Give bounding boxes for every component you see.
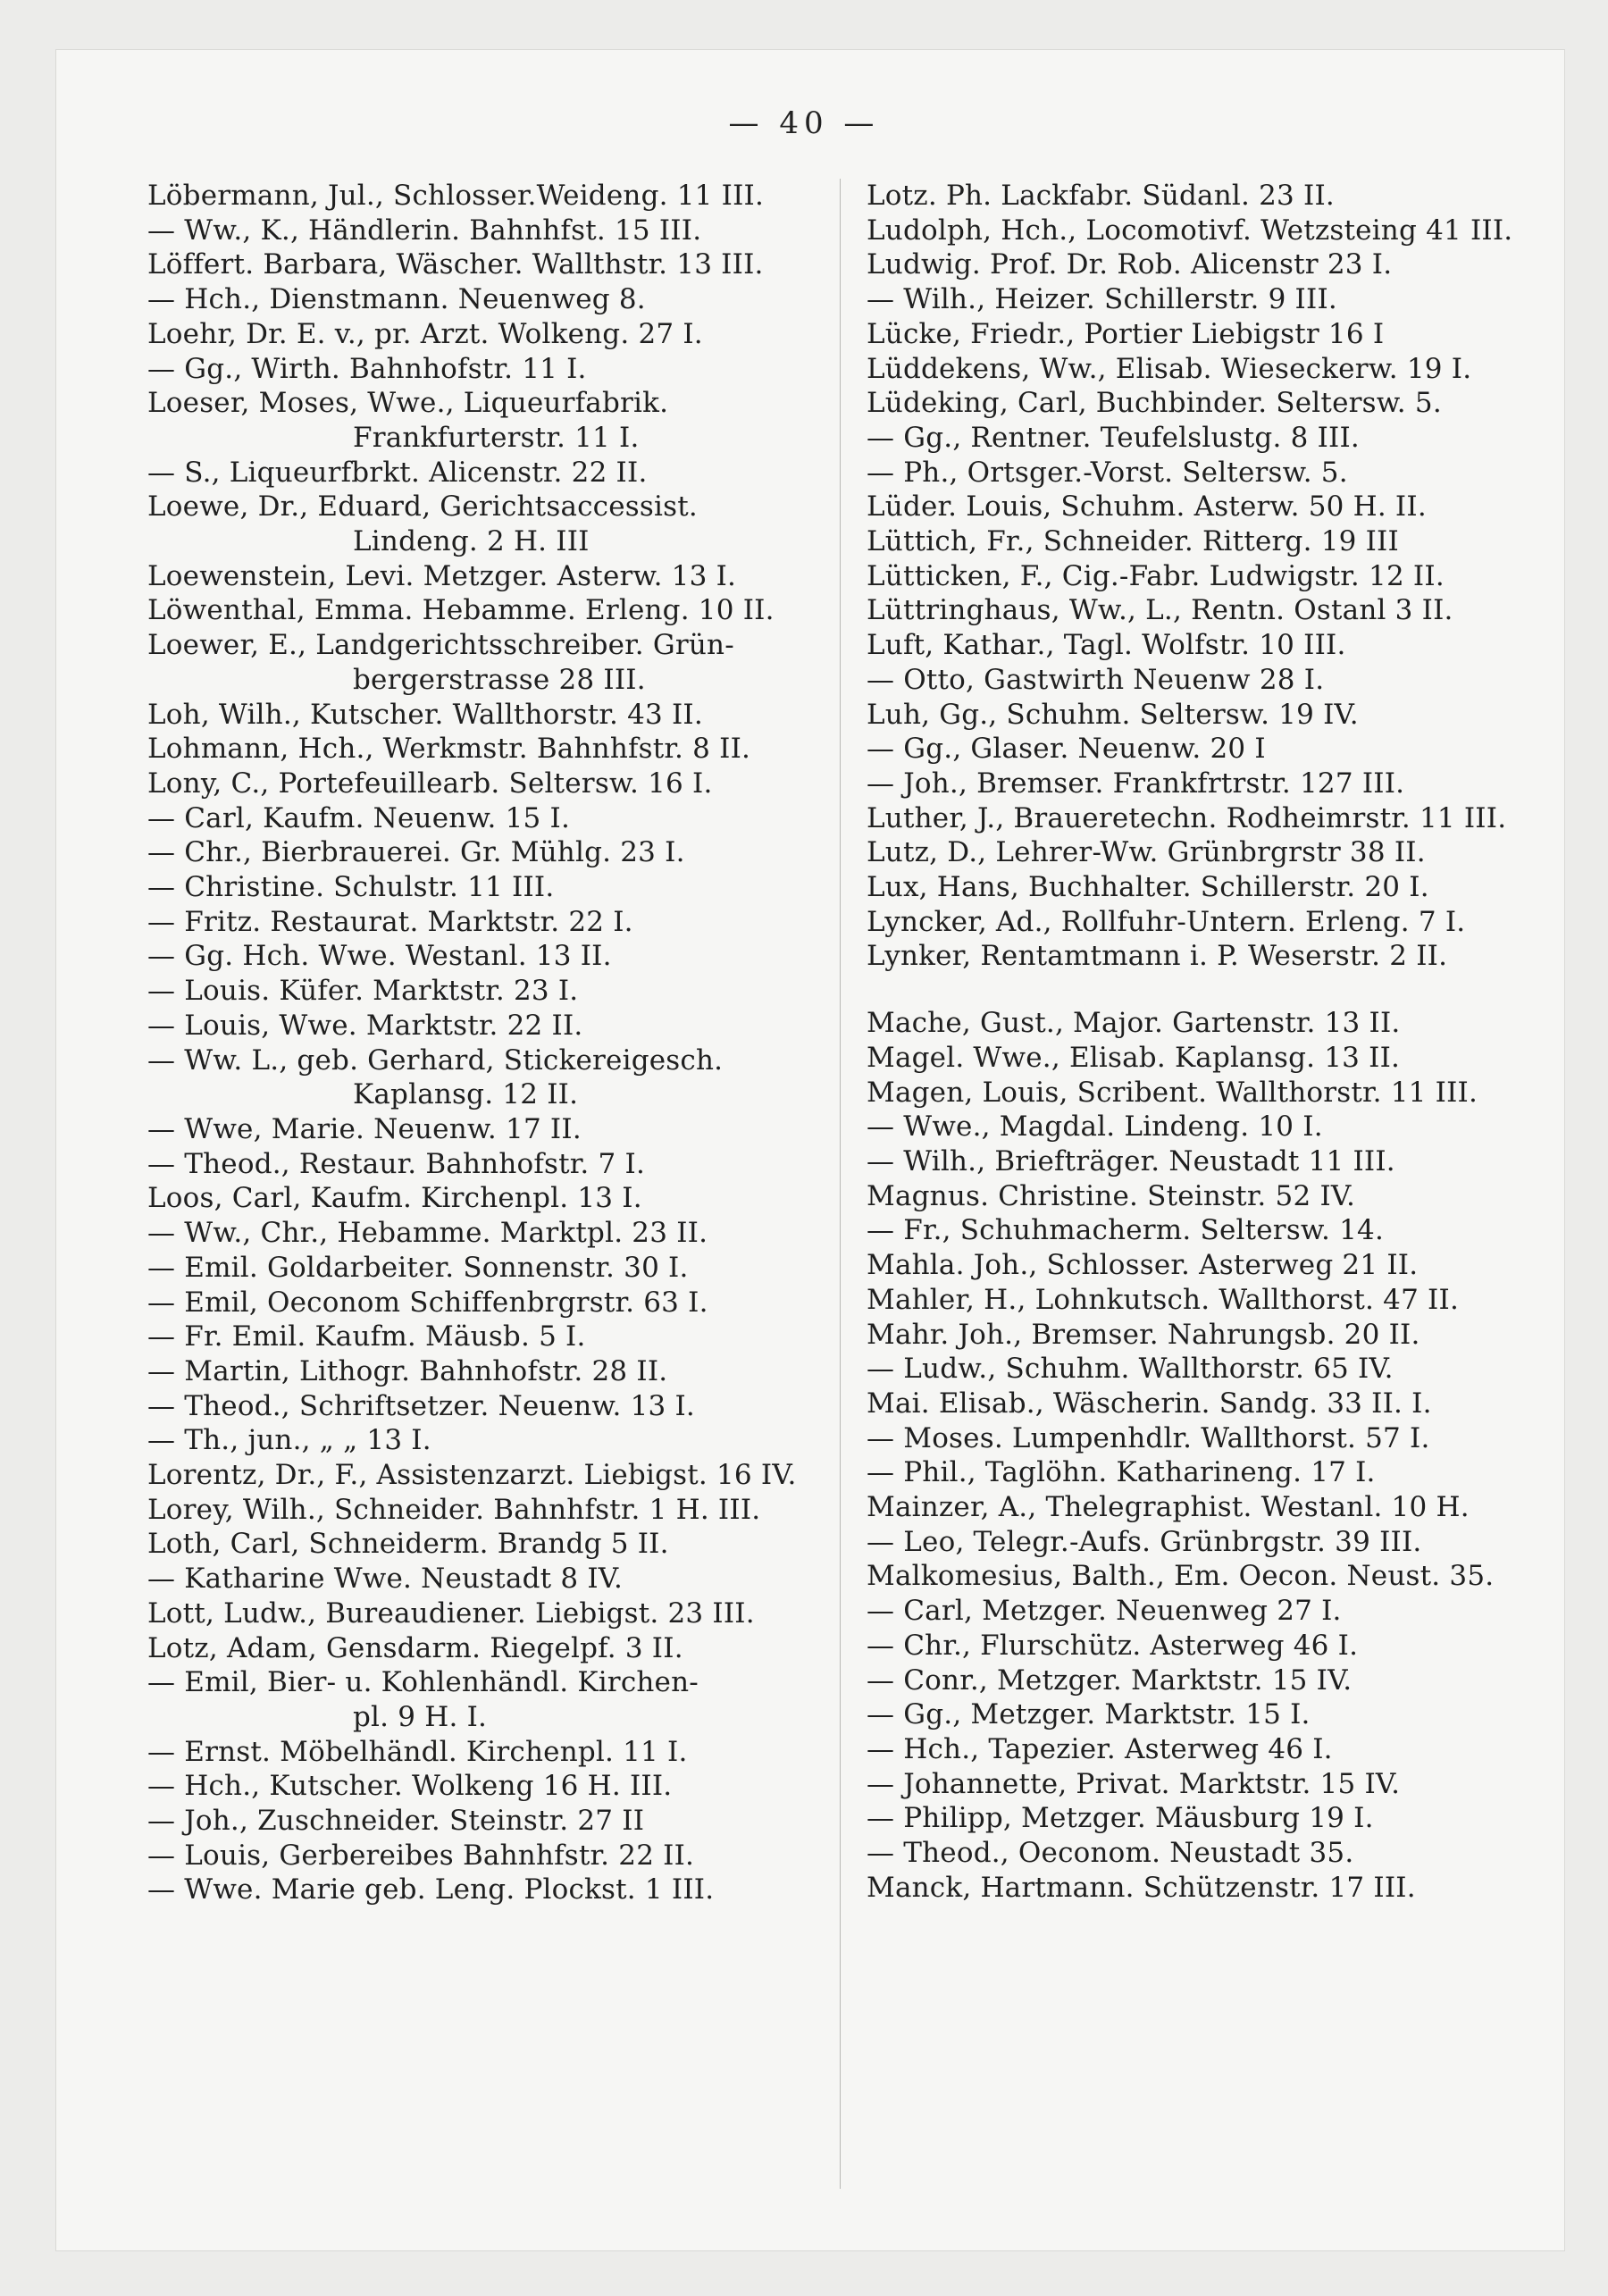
- directory-entry: Lutz, D., Lehrer-Ww. Grünbrgrstr 38 II.: [867, 836, 1426, 869]
- directory-entry: Loewe, Dr., Eduard, Gerichtsaccessist.: [147, 490, 698, 524]
- directory-sub-entry: — Louis, Gerbereibes Bahnhfstr. 22 II.: [147, 1839, 695, 1872]
- directory-sub-entry: — Louis. Küfer. Marktstr. 23 I.: [147, 975, 579, 1008]
- directory-sub-entry: — Joh., Zuschneider. Steinstr. 27 II: [147, 1805, 645, 1838]
- directory-sub-entry: — Moses. Lumpenhdlr. Wallthorst. 57 I.: [867, 1421, 1430, 1454]
- directory-entry: Malkomesius, Balth., Em. Oecon. Neust. 35.: [867, 1560, 1495, 1593]
- directory-sub-entry: — Phil., Taglöhn. Katharineng. 17 I.: [867, 1456, 1376, 1489]
- directory-entry: Mai. Elisab., Wäscherin. Sandg. 33 II. I.: [867, 1387, 1432, 1420]
- directory-sub-entry: — Hch., Tapezier. Asterweg 46 I.: [867, 1732, 1333, 1765]
- page-number: — 40 —: [728, 105, 880, 141]
- directory-sub-entry: — Emil, Bier- u. Kohlenhändl. Kirchen-: [147, 1666, 699, 1699]
- directory-entry: Luh, Gg., Schuhm. Seltersw. 19 IV.: [867, 698, 1359, 731]
- directory-sub-entry: — Fr. Emil. Kaufm. Mäusb. 5 I.: [147, 1320, 586, 1353]
- directory-entry: Loh, Wilh., Kutscher. Wallthorstr. 43 II.: [147, 698, 703, 731]
- directory-entry: Mahr. Joh., Bremser. Nahrungsb. 20 II.: [867, 1318, 1420, 1351]
- directory-sub-entry: — Ernst. Möbelhändl. Kirchenpl. 11 I.: [147, 1735, 688, 1768]
- directory-entry: Löwenthal, Emma. Hebamme. Erleng. 10 II.: [147, 594, 775, 627]
- directory-sub-entry: — Wilh., Briefträger. Neustadt 11 III.: [867, 1144, 1395, 1177]
- directory-entry: Löffert. Barbara, Wäscher. Wallthstr. 13 III.: [147, 248, 764, 281]
- directory-entry-continuation: pl. 9 H. I.: [353, 1700, 488, 1733]
- directory-entry: Luft, Kathar., Tagl. Wolfstr. 10 III.: [867, 629, 1346, 662]
- directory-sub-entry: — Theod., Oeconom. Neustadt 35.: [867, 1837, 1354, 1870]
- directory-sub-entry: — Theod., Restaur. Bahnhofstr. 7 I.: [147, 1147, 645, 1180]
- directory-sub-entry: — Gg., Glaser. Neuenw. 20 I: [867, 733, 1266, 766]
- directory-entry: Loth, Carl, Schneiderm. Brandg 5 II.: [147, 1528, 669, 1561]
- directory-sub-entry: — Carl, Metzger. Neuenweg 27 I.: [867, 1595, 1342, 1628]
- directory-entry-continuation: bergerstrasse 28 III.: [353, 663, 646, 696]
- directory-sub-entry: — Otto, Gastwirth Neuenw 28 I.: [867, 663, 1325, 696]
- directory-entry: Manck, Hartmann. Schützenstr. 17 III.: [867, 1871, 1416, 1904]
- directory-entry: Lütticken, F., Cig.-Fabr. Ludwigstr. 12 II.: [867, 559, 1445, 592]
- directory-sub-entry: — Fritz. Restaurat. Marktstr. 22 I.: [147, 905, 633, 938]
- directory-entry: Mainzer, A., Thelegraphist. Westanl. 10 H.: [867, 1491, 1470, 1524]
- directory-entry: Lorentz, Dr., F., Assistenzarzt. Liebigst. 16 IV.: [147, 1459, 797, 1492]
- directory-entry: Mache, Gust., Major. Gartenstr. 13 II.: [867, 1007, 1401, 1040]
- directory-entry: Magen, Louis, Scribent. Wallthorstr. 11 III.: [867, 1076, 1478, 1109]
- directory-sub-entry: — Philipp, Metzger. Mäusburg 19 I.: [867, 1802, 1374, 1835]
- directory-entry: Lüttringhaus, Ww., L., Rentn. Ostanl 3 II.: [867, 594, 1453, 627]
- directory-entry: Loewenstein, Levi. Metzger. Asterw. 13 I.: [147, 559, 737, 592]
- section-gap: [867, 974, 1538, 1006]
- directory-sub-entry: — Ludw., Schuhm. Wallthorstr. 65 IV.: [867, 1353, 1394, 1386]
- directory-sub-entry: — Gg., Wirth. Bahnhofstr. 11 I.: [147, 352, 587, 385]
- directory-sub-entry: — Louis, Wwe. Marktstr. 22 II.: [147, 1009, 583, 1042]
- left-column: [147, 179, 835, 1907]
- directory-entry: Luther, J., Braueretechn. Rodheimrstr. 11 III.: [867, 801, 1507, 834]
- directory-sub-entry: — Katharine Wwe. Neustadt 8 IV.: [147, 1563, 624, 1596]
- directory-sub-entry: — Ww., K., Händlerin. Bahnhfst. 15 III.: [147, 214, 702, 247]
- directory-entry: Magnus. Christine. Steinstr. 52 IV.: [867, 1179, 1356, 1212]
- directory-sub-entry: — Carl, Kaufm. Neuenw. 15 I.: [147, 801, 570, 834]
- directory-sub-entry: — Chr., Bierbrauerei. Gr. Mühlg. 23 I.: [147, 836, 685, 869]
- directory-entry: Lux, Hans, Buchhalter. Schillerstr. 20 I.: [867, 871, 1429, 904]
- directory-entry: Lorey, Wilh., Schneider. Bahnhfstr. 1 H. III.: [147, 1493, 761, 1526]
- directory-entry-continuation: Kaplansg. 12 II.: [353, 1078, 579, 1111]
- directory-entry: Lony, C., Portefeuillearb. Seltersw. 16 I.: [147, 767, 713, 800]
- directory-sub-entry: — Theod., Schriftsetzer. Neuenw. 13 I.: [147, 1389, 695, 1422]
- directory-entry: Lotz, Adam, Gensdarm. Riegelpf. 3 II.: [147, 1631, 683, 1664]
- directory-entry: Löbermann, Jul., Schlosser.Weideng. 11 III.: [147, 180, 765, 212]
- directory-sub-entry: — Leo, Telegr.-Aufs. Grünbrgstr. 39 III.: [867, 1525, 1422, 1558]
- directory-entry-continuation: Frankfurterstr. 11 I.: [353, 421, 640, 454]
- directory-sub-entry: — Christine. Schulstr. 11 III.: [147, 871, 555, 904]
- directory-sub-entry: — Wwe, Marie. Neuenw. 17 II.: [147, 1112, 582, 1145]
- directory-sub-entry: — Ph., Ortsger.-Vorst. Seltersw. 5.: [867, 456, 1348, 489]
- directory-sub-entry: — Emil. Goldarbeiter. Sonnenstr. 30 I.: [147, 1251, 689, 1284]
- directory-entry: Magel. Wwe., Elisab. Kaplansg. 13 II.: [867, 1041, 1401, 1074]
- directory-entry-continuation: Lindeng. 2 H. III: [353, 525, 590, 558]
- directory-entry: Lüttich, Fr., Schneider. Ritterg. 19 III: [867, 525, 1399, 558]
- directory-sub-entry: — Johannette, Privat. Marktstr. 15 IV.: [867, 1767, 1401, 1800]
- directory-sub-entry: — Gg., Rentner. Teufelslustg. 8 III.: [867, 421, 1360, 454]
- directory-entry: Lüddekens, Ww., Elisab. Wieseckerw. 19 I.: [867, 352, 1472, 385]
- directory-entry: Lotz. Ph. Lackfabr. Südanl. 23 II.: [867, 180, 1335, 212]
- directory-entry: Lüder. Louis, Schuhm. Asterw. 50 H. II.: [867, 490, 1427, 524]
- directory-entry: Ludwig. Prof. Dr. Rob. Alicenstr 23 I.: [867, 248, 1393, 281]
- right-column: [867, 179, 1538, 1905]
- directory-sub-entry: — Conr., Metzger. Marktstr. 15 IV.: [867, 1663, 1353, 1697]
- directory-sub-entry: — Chr., Flurschütz. Asterweg 46 I.: [867, 1629, 1359, 1662]
- directory-entry: Mahla. Joh., Schlosser. Asterweg 21 II.: [867, 1249, 1419, 1282]
- directory-entry: Loos, Carl, Kaufm. Kirchenpl. 13 I.: [147, 1182, 642, 1215]
- directory-sub-entry: — Hch., Dienstmann. Neuenweg 8.: [147, 283, 646, 316]
- directory-sub-entry: — Wilh., Heizer. Schillerstr. 9 III.: [867, 283, 1337, 316]
- directory-sub-entry: — Fr., Schuhmacherm. Seltersw. 14.: [867, 1214, 1384, 1247]
- directory-sub-entry: — Gg., Metzger. Marktstr. 15 I.: [867, 1698, 1311, 1731]
- directory-entry: Lücke, Friedr., Portier Liebigstr 16 I: [867, 317, 1385, 350]
- directory-entry: Lyncker, Ad., Rollfuhr-Untern. Erleng. 7 I.: [867, 905, 1466, 938]
- directory-entry: Ludolph, Hch., Locomotivf. Wetzsteing 41 III.: [867, 214, 1513, 247]
- column-divider: [840, 179, 841, 2189]
- directory-entry: Loewer, E., Landgerichtsschreiber. Grün-: [147, 629, 734, 662]
- directory-sub-entry: — S., Liqueurfbrkt. Alicenstr. 22 II.: [147, 456, 648, 489]
- directory-sub-entry: — Joh., Bremser. Frankfrtrstr. 127 III.: [867, 767, 1405, 800]
- directory-sub-entry: — Gg. Hch. Wwe. Westanl. 13 II.: [147, 940, 612, 973]
- directory-sub-entry: — Wwe., Magdal. Lindeng. 10 I.: [867, 1110, 1323, 1144]
- directory-entry: Lott, Ludw., Bureaudiener. Liebigst. 23 III.: [147, 1596, 755, 1630]
- directory-entry: Lohmann, Hch., Werkmstr. Bahnhfstr. 8 II.: [147, 733, 751, 766]
- directory-sub-entry: — Ww. L., geb. Gerhard, Stickereigesch.: [147, 1043, 724, 1077]
- directory-sub-entry: — Emil, Oeconom Schiffenbrgrstr. 63 I.: [147, 1286, 708, 1319]
- directory-sub-entry: — Ww., Chr., Hebamme. Marktpl. 23 II.: [147, 1217, 708, 1250]
- directory-entry: Loeser, Moses, Wwe., Liqueurfabrik.: [147, 387, 669, 420]
- directory-entry: Lüdeking, Carl, Buchbinder. Seltersw. 5.: [867, 387, 1442, 420]
- directory-sub-entry: — Hch., Kutscher. Wolkeng 16 H. III.: [147, 1770, 673, 1803]
- directory-sub-entry: — Martin, Lithogr. Bahnhofstr. 28 II.: [147, 1354, 668, 1387]
- directory-entry: Mahler, H., Lohnkutsch. Wallthorst. 47 II.: [867, 1283, 1460, 1316]
- directory-sub-entry: — Wwe. Marie geb. Leng. Plockst. 1 III.: [147, 1873, 715, 1906]
- directory-entry: Loehr, Dr. E. v., pr. Arzt. Wolkeng. 27 I.: [147, 317, 703, 350]
- directory-entry: Lynker, Rentamtmann i. P. Weserstr. 2 II.: [867, 940, 1448, 973]
- directory-sub-entry: — Th., jun., „ „ 13 I.: [147, 1424, 431, 1457]
